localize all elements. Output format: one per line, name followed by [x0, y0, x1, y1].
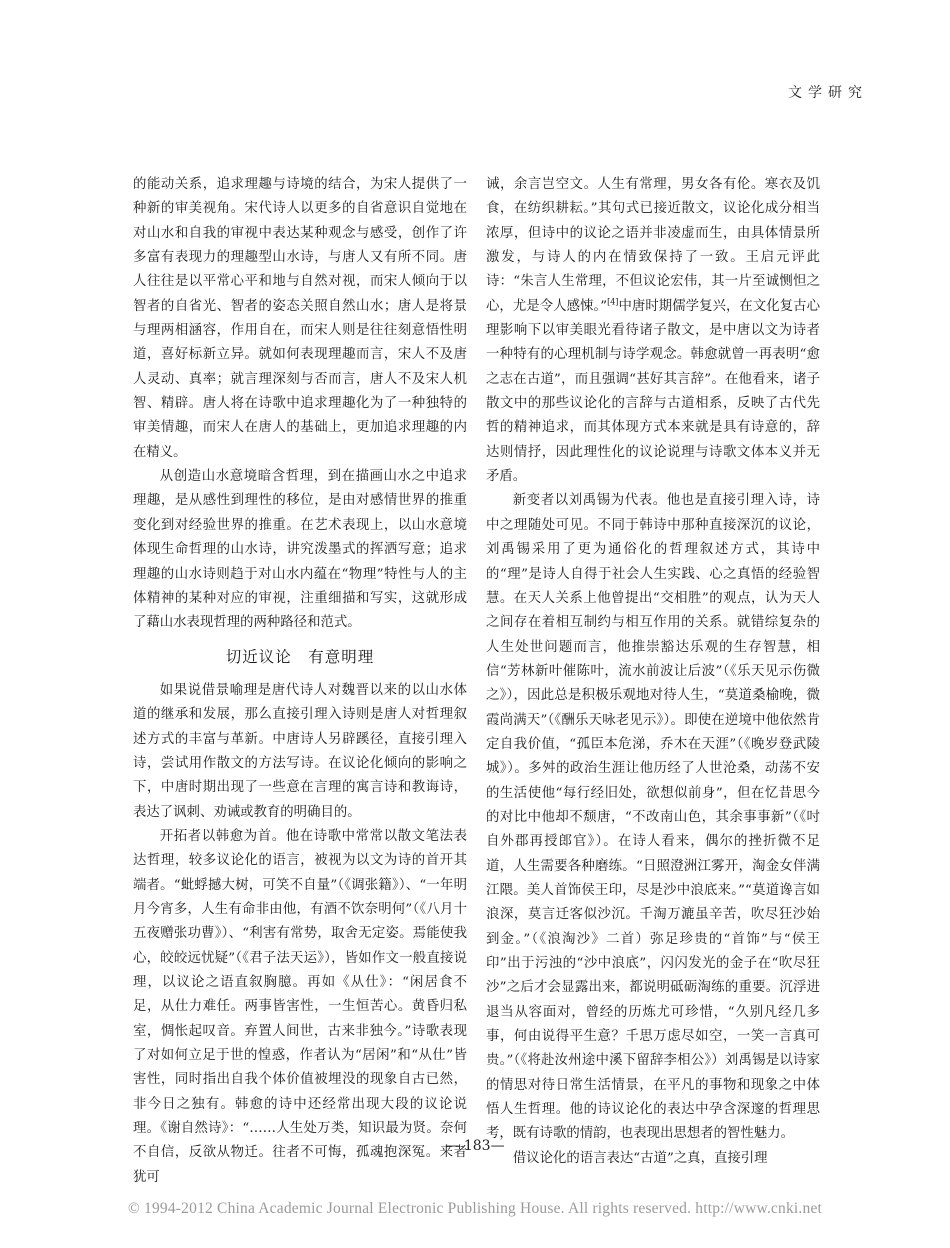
running-header: 文学研究 — [788, 85, 868, 101]
paragraph-text: 中唐时期儒学复兴，在文化复古心理影响下以审美眼光看待诸子散文，是中唐以文为诗者一种特有的心理机制与诗学观念。韩愈就曾一再表明“愈之志在古道”，而且强调“甚好其言辞”。在他看来，诸子散文中的那些议论化的言辞与古道相系，反映了古代先哲的精神追求，而其体现方式本来就是具有诗意的，辞达则情抒，因此理性化的议论说理与诗歌文体本义并无矛盾。 — [486, 298, 820, 485]
paragraph: 的能动关系，追求理趣与诗境的结合，为宋人提供了一种新的审美视角。宋代诗人以更多的自省意识自觉地在对山水和自我的审视中表达某种观念与感受，创作了许多富有表现力的理趣型山水诗，与唐人又有所不同。唐人往往是以平常心平和地与自然对视，而宋人倾向于以智者的自省光、智者的姿态关照自然山水；唐人是将景与理两相涵容，作用自在，而宋人则是往往刻意悟性明道，喜好标新立异。就如何表现理趣而言，宋人不及唐人灵动、真率；就言理深刻与否而言，唐人不及宋人机智、精辟。唐人将在诗歌中追求理趣化为了一种独特的审美情趣，而宋人在唐人的基础上，更加追求理趣的内在精义。 — [133, 177, 467, 460]
paragraph: 开拓者以韩愈为首。他在诗歌中常常以散文笔法表达哲理，较多议论化的语言，被视为以文为诗的首开其端者。“蚍蜉撼大树，可笑不自量”（《调张籍》）、“一年明月今宵多，人生有命非由他，有酒不饮奈明何”（《八月十五夜赠张功曹》）、“利害有常势，取舍无定姿。焉能使我心，皎皎远忧疑”（《君子法天运》），皆如作文一般直接说理，以议论之语直叙胸臆。再如《从仕》：“闲居食不足，从仕力难任。两事皆害性，一生恒苦心。黄昏归私室，惆怅起叹音。弃置人间世，古来非独今。”诗歌表现了对如何立足于世的惶惑，作者认为“居闲”和“从仕”皆害性，同时指出自我个体价值被埋没的现象自古已然，非今日之独有。韩愈的诗中还经常出现大段的议论说理。《谢自然诗》：“……人生处万类，知识最为贤。奈何不自信，反欲从物迁。往者不可悔，孤魂抱深冤。来者犹可 — [133, 828, 467, 1185]
right-column — [486, 173, 820, 1171]
paragraph: 从创造山水意境暗含哲理，到在描画山水之中追求理趣，是从感性到理性的移位，是由对感情世界的推重变化到对经验世界的推重。在艺术表现上，以山水意境体现生命哲理的山水诗，讲究泼墨式的挥洒写意；追求理趣的山水诗则趋于对山水内蕴在“物理”特性与人的主体精神的某种对应的审视，注重细描和写实，这就形成了藉山水表现哲理的两种路径和范式。 — [133, 469, 467, 631]
copyright-footer: © 1994-2012 China Academic Journal Electronic Publishing House. All rights reserved. http://www.cnki.net — [127, 1200, 823, 1217]
paragraph: 新变者以刘禹锡为代表。他也是直接引理入诗，诗中之理随处可见。不同于韩诗中那种直接深沉的议论，刘禹锡采用了更为通俗化的哲理叙述方式，其诗中的“理”是诗人自得于社会人生实践、心之真悟的经验智慧。在天人关系上他曾提出“交相胜”的观点，认为天人之间存在着相互制约与相互作用的关系。就错综复杂的人生处世问题而言，他推崇豁达乐观的生存智慧，相信“芳林新叶催陈叶，流水前波让后波”（《乐天见示伤微之》），因此总是积极乐观地对待人生，“莫道桑榆晚，微霞尚满天”（《酬乐天咏老见示》）。即使在逆境中他依然肯定自我价值，“孤臣本危涕，乔木在天涯”（《晚岁登武陵城》）。多舛的政治生涯让他历经了人世沧桑，动荡不安的生活使他“每行经旧处，欲想似前身”，但在忆昔思今的对比中他却不颓唐，“不改南山色，其余事事新”（《吋自外郡再授郎官》）。在诗人看来，偶尔的挫折微不足道，人生需要各种磨练。“日照澄洲江雾开，淘金女伴满江隈。美人首饰侯王印，尽是沙中浪底来。”“莫道谗言如浪深，莫言迁客似沙沉。千淘万漉虽辛苦，吹尽狂沙始到金。”（《浪淘沙》二首）弥足珍贵的“首饰”与“侯王印”出于污浊的“沙中浪底”，闪闪发光的金子在“吹尽狂沙”之后才会显露出来，都说明砥砺淘练的重要。沉浮进退当从容面对，曾经的历炼尤可珍惜，“久别凡经几多事，何由说得平生意？千思万虑尽如空，一笑一言真可贵。”（《将赴汝州途中溪下留辞李相公》）刘禹锡是以诗家的情思对待日常生活情景，在平凡的事物和现象之中体悟人生哲理。他的诗议论化的表达中孕含深邃的哲理思考，既有诗歌的情韵，也表现出思想者的智性魅力。 — [486, 493, 820, 1142]
paragraph: 如果说借景喻理是唐代诗人对魏晋以来的以山水体道的继承和发展，那么直接引理入诗则是唐人对哲理叙述方式的丰富与革新。中唐诗人另辟蹊径，直接引理入诗，尝试用作散文的方法写诗。在议论化倾向的影响之下，中唐时期出现了一些意在言理的寓言诗和教诲诗，表达了讽刺、劝诫或教育的明确目的。 — [133, 682, 467, 820]
paragraph-text: 诫，余言岂空文。人生有常理，男女各有伦。寒衣及饥食，在纺织耕耘。”其句式已接近散文，议论化成分相当浓厚，但诗中的议论之语并非凌虚而生，由具体情景所激发，与诗人的内在情致保持了一致。王启元评此诗：“朱言人生常理，不但议论宏伟，其一片至诚恻怛之心，尤是令人感悚。” — [486, 177, 820, 314]
section-heading: 切近议论 有意明理 — [225, 647, 375, 666]
paragraph: 借议论化的语言表达“古道”之真，直接引理 — [512, 1150, 768, 1166]
footnote-reference: [4] — [607, 297, 619, 307]
paragraph — [486, 173, 820, 489]
left-column — [133, 173, 467, 1190]
page-number: — 183— — [445, 1138, 505, 1154]
